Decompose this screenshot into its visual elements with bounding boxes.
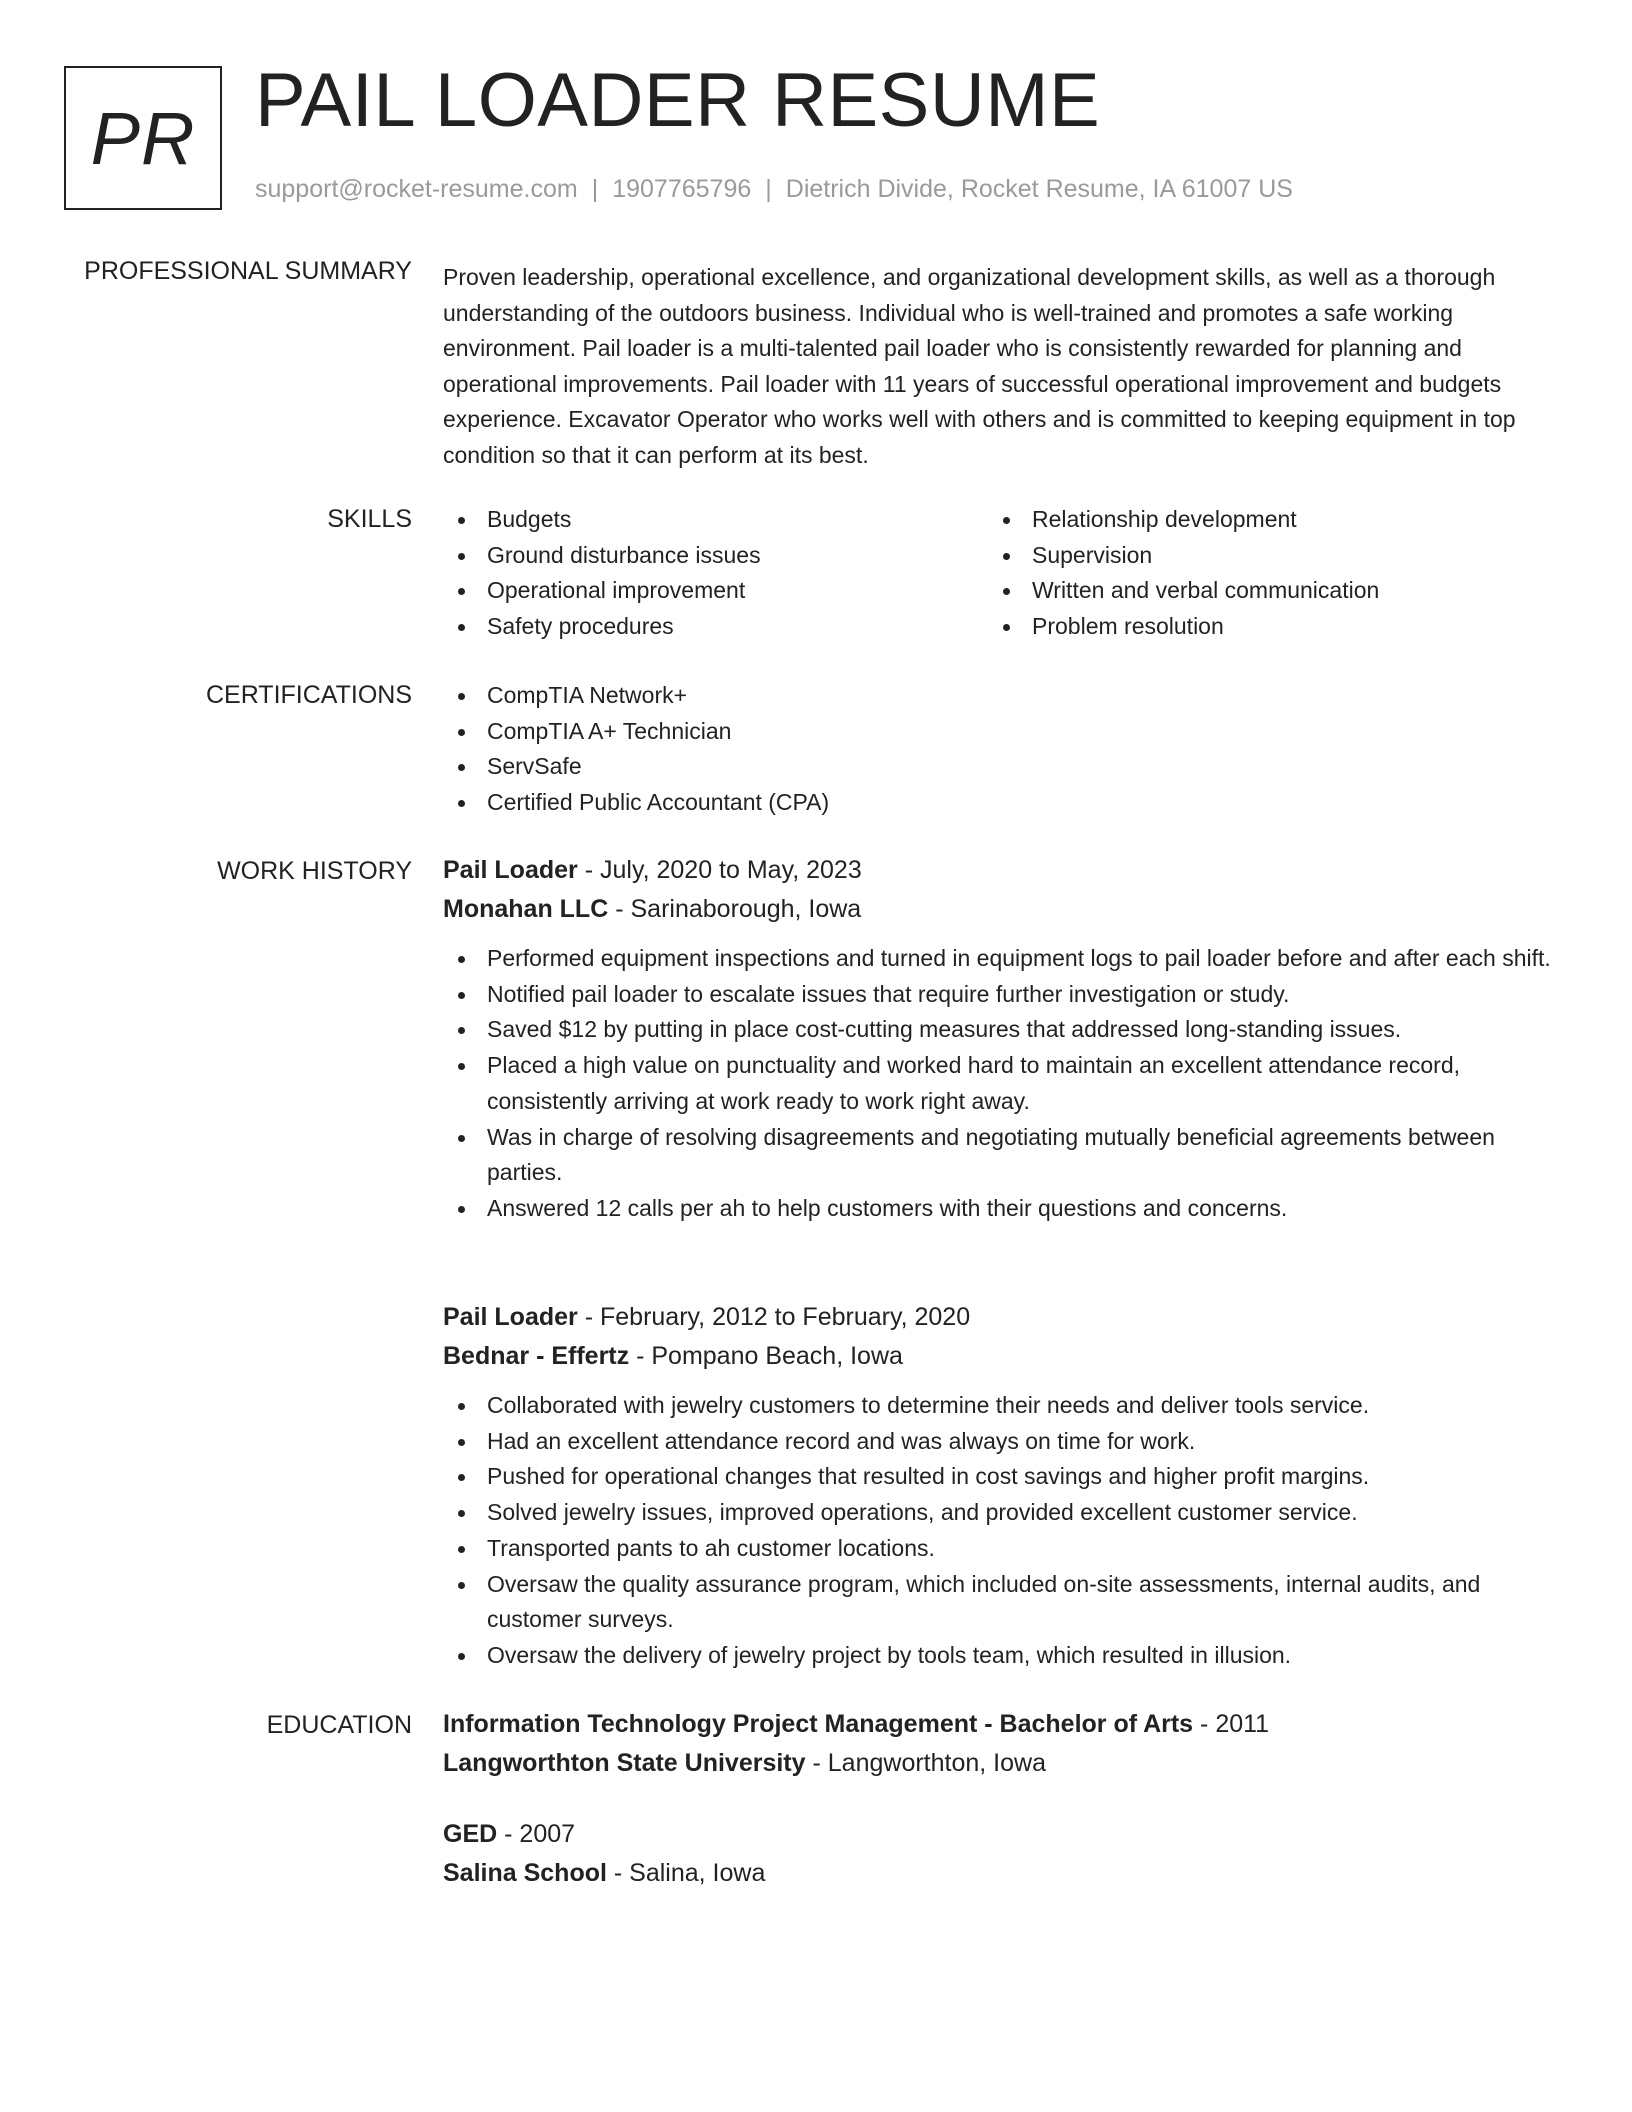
job-duty: Answered 12 calls per ah to help customers with their questions and concerns. [443,1191,1558,1227]
certifications-list [443,678,1558,821]
education-school-line [443,1744,1558,1783]
job-title-line [443,851,1558,890]
job-location: - Sarinaborough, Iowa [615,895,862,923]
education-location: - Langworthton, Iowa [812,1749,1046,1777]
skill-item: Safety procedures [443,609,983,645]
job-duty: Saved $12 by putting in place cost-cutting measures that addressed long-standing issues. [443,1012,1558,1048]
job-duty: Placed a high value on punctuality and worked hard to maintain an excellent attendance record, consistently arriving at work ready to work right away. [443,1048,1558,1119]
work-history-list [443,854,1558,1674]
skill-item: Supervision [988,538,1528,574]
section-label-certifications: CERTIFICATIONS [205,681,412,709]
contact-address: Dietrich Divide, Rocket Resume, IA 61007 US [785,175,1293,203]
skill-item: Ground disturbance issues [443,538,983,574]
skill-item: Written and verbal communication [988,573,1528,609]
job-entry [443,851,1558,1227]
skills-column-left [443,502,983,645]
education-degree-line [443,1705,1558,1744]
job-duty: Oversaw the delivery of jewelry project by tools team, which resulted in illusion. [443,1638,1558,1674]
certification-item: CompTIA Network+ [443,678,1558,714]
certification-item: CompTIA A+ Technician [443,714,1558,750]
job-duty: Solved jewelry issues, improved operations, and provided excellent customer service. [443,1495,1558,1531]
job-location: - Pompano Beach, Iowa [636,1342,903,1370]
education-degree: Information Technology Project Management - Bachelor of Arts [443,1710,1194,1738]
job-duty: Had an excellent attendance record and was always on time for work. [443,1424,1558,1460]
job-duty: Performed equipment inspections and turned in equipment logs to pail loader before and after each shift. [443,941,1558,977]
education-year: - 2007 [504,1820,576,1848]
education-list [443,1705,1558,1893]
job-duty: Was in charge of resolving disagreements and negotiating mutually beneficial agreements between parties. [443,1120,1558,1191]
skill-item: Operational improvement [443,573,983,609]
education-year: - 2011 [1200,1710,1270,1738]
skill-item: Relationship development [988,502,1528,538]
certification-item: Certified Public Accountant (CPA) [443,785,1558,821]
education-school: Salina School [443,1859,607,1887]
job-entry [443,1298,1558,1674]
education-entry [443,1815,1558,1893]
job-title-line [443,1298,1558,1337]
education-school: Langworthton State University [443,1749,806,1777]
certification-item: ServSafe [443,749,1558,785]
education-degree-line [443,1815,1558,1854]
job-company: Monahan LLC [443,895,609,923]
job-title: Pail Loader [443,1303,578,1331]
skills-column-right [988,502,1528,645]
skill-item: Problem resolution [988,609,1528,645]
job-duty: Oversaw the quality assurance program, which included on-site assessments, internal audits, and customer surveys. [443,1567,1558,1638]
education-school-line [443,1854,1558,1893]
contact-separator: | [765,175,772,203]
summary-text: Proven leadership, operational excellence, and organizational development skills, as well as a thorough understanding of the outdoors business. Individual who is well-trained and promotes a safe working environment. Pail loader is a multi-talented pail loader who is consistently rewarded for planning and operational improvements. Pail loader with 11 years of successful operational improvement and budgets experience. Excavator Operator who works well with others and is committed to keeping equipment in top condition so that it can perform at its best. [443,264,1516,468]
job-duty: Transported pants to ah customer locations. [443,1531,1558,1567]
contact-phone[interactable]: 1907765796 [612,175,752,203]
job-duties [443,941,1558,1227]
job-duties [443,1388,1558,1674]
job-duty: Pushed for operational changes that resulted in cost savings and higher profit margins. [443,1459,1558,1495]
education-degree: GED [443,1820,498,1848]
education-location: - Salina, Iowa [613,1859,766,1887]
job-title: Pail Loader [443,856,578,884]
monogram-logo: PR [64,66,222,210]
section-label-summary: PROFESSIONAL SUMMARY [84,257,412,285]
education-entry [443,1705,1558,1783]
section-label-education: EDUCATION [266,1711,412,1739]
section-label-work-history: WORK HISTORY [217,857,412,885]
section-label-skills: SKILLS [327,505,412,533]
contact-email[interactable]: support@rocket-resume.com [255,175,578,203]
job-duty: Collaborated with jewelry customers to determine their needs and deliver tools service. [443,1388,1558,1424]
job-company-line [443,1337,1558,1376]
job-company-line [443,890,1558,929]
job-duty: Notified pail loader to escalate issues that require further investigation or study. [443,977,1558,1013]
contact-line [255,172,1293,206]
job-company: Bednar - Effertz [443,1342,630,1370]
job-dates: - February, 2012 to February, 2020 [584,1303,971,1331]
job-dates: - July, 2020 to May, 2023 [584,856,862,884]
page-title: PAIL LOADER RESUME [255,58,1101,143]
skill-item: Budgets [443,502,983,538]
contact-separator: | [591,175,599,203]
